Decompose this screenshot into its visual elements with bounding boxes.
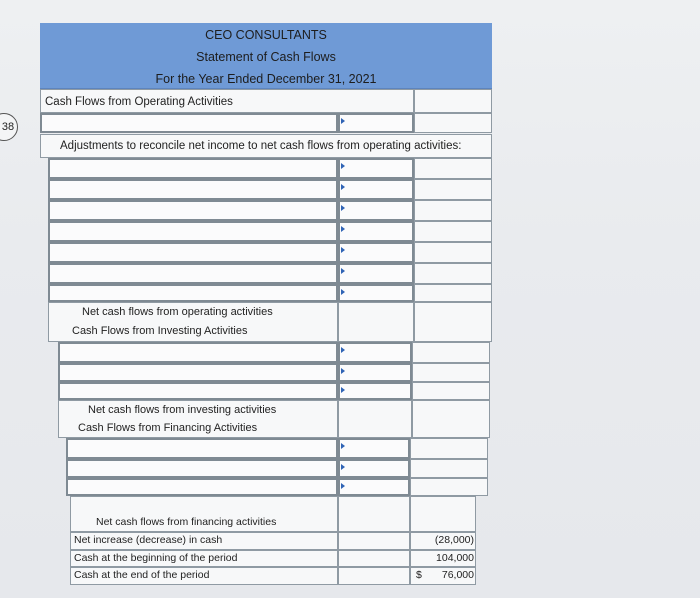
adjustment-3-amount[interactable] [338, 200, 414, 221]
financing-1-amount[interactable] [338, 438, 410, 459]
net-income-total-cell [414, 113, 492, 133]
operating-heading-amount-cell [414, 89, 492, 113]
financing-1-total [410, 438, 488, 459]
investing-2-label[interactable] [58, 363, 338, 382]
dropdown-marker-icon [341, 118, 345, 124]
net-financing-label: Net cash flows from financing activities [96, 516, 277, 528]
question-number-badge [0, 113, 18, 141]
investing-2-total [412, 363, 490, 382]
net-income-label-input[interactable] [40, 113, 338, 133]
net-investing-label: Net cash flows from investing activities [88, 404, 277, 416]
ending-cash-currency: $ [416, 569, 422, 581]
net-operating-label: Net cash flows from operating activities [82, 306, 273, 318]
net-change-mid-cell [338, 532, 410, 550]
dropdown-marker-icon [341, 483, 345, 489]
dropdown-marker-icon [341, 247, 345, 253]
financing-3-amount[interactable] [338, 478, 410, 496]
operating-heading: Cash Flows from Operating Activities [45, 96, 233, 108]
net-change-label: Net increase (decrease) in cash [74, 534, 223, 546]
investing-3-total [412, 382, 490, 400]
dropdown-marker-icon [341, 289, 345, 295]
ending-cash-label: Cash at the end of the period [74, 569, 210, 581]
adjustment-4-total [414, 221, 492, 242]
dropdown-marker-icon [341, 368, 345, 374]
adjustment-6-label[interactable] [48, 263, 338, 284]
net-financing-total-cell [410, 496, 476, 532]
dropdown-marker-icon [341, 205, 345, 211]
net-operating-total-cell [414, 302, 492, 342]
ending-cash-value: 76,000 [441, 569, 474, 581]
company-name: CEO CONSULTANTS [205, 28, 327, 42]
net-investing-total-cell [412, 400, 490, 438]
financing-2-amount[interactable] [338, 459, 410, 478]
investing-3-amount[interactable] [338, 382, 412, 400]
adjustment-5-amount[interactable] [338, 242, 414, 263]
dropdown-marker-icon [341, 184, 345, 190]
dropdown-marker-icon [341, 464, 345, 470]
investing-1-total [412, 342, 490, 363]
net-income-amount-input[interactable] [338, 113, 414, 133]
investing-2-amount[interactable] [338, 363, 412, 382]
financing-3-label[interactable] [66, 478, 338, 496]
adjustment-7-total [414, 284, 492, 302]
adjustment-5-total [414, 242, 492, 263]
net-financing-amount-cell [338, 496, 410, 532]
adjustment-3-total [414, 200, 492, 221]
financing-3-total [410, 478, 488, 496]
adjustment-7-amount[interactable] [338, 284, 414, 302]
adjustment-4-amount[interactable] [338, 221, 414, 242]
adjustment-1-label[interactable] [48, 158, 338, 179]
dropdown-marker-icon [341, 226, 345, 232]
beginning-cash-label: Cash at the beginning of the period [74, 552, 238, 564]
investing-1-amount[interactable] [338, 342, 412, 363]
financing-2-label[interactable] [66, 459, 338, 478]
investing-3-label[interactable] [58, 382, 338, 400]
financing-2-total [410, 459, 488, 478]
adjustment-6-total [414, 263, 492, 284]
statement-period: For the Year Ended December 31, 2021 [155, 72, 377, 86]
ending-cash-mid-cell [338, 567, 410, 585]
dropdown-marker-icon [341, 443, 345, 449]
net-operating-amount-cell [338, 302, 414, 342]
adjustment-1-amount[interactable] [338, 158, 414, 179]
adjustment-6-amount[interactable] [338, 263, 414, 284]
question-number: 38 [1, 121, 15, 133]
dropdown-marker-icon [341, 387, 345, 393]
adjustment-1-total [414, 158, 492, 179]
net-investing-amount-cell [338, 400, 412, 438]
dropdown-marker-icon [341, 347, 345, 353]
adjustment-4-label[interactable] [48, 221, 338, 242]
statement-title: Statement of Cash Flows [196, 50, 336, 64]
dropdown-marker-icon [341, 268, 345, 274]
investing-heading: Cash Flows from Investing Activities [72, 325, 248, 337]
financing-1-label[interactable] [66, 438, 338, 459]
net-change-value: (28,000) [434, 534, 474, 546]
dropdown-marker-icon [341, 163, 345, 169]
investing-1-label[interactable] [58, 342, 338, 363]
adjustment-7-label[interactable] [48, 284, 338, 302]
adjustment-2-label[interactable] [48, 179, 338, 200]
adjustment-2-amount[interactable] [338, 179, 414, 200]
beginning-cash-value: 104,000 [436, 552, 474, 564]
adjustment-5-label[interactable] [48, 242, 338, 263]
statement-header [40, 23, 492, 89]
beginning-cash-mid-cell [338, 550, 410, 567]
adjustment-3-label[interactable] [48, 200, 338, 221]
adjustments-label: Adjustments to reconcile net income to net cash flows from operating activities: [60, 140, 462, 152]
financing-heading: Cash Flows from Financing Activities [78, 422, 258, 434]
adjustment-2-total [414, 179, 492, 200]
